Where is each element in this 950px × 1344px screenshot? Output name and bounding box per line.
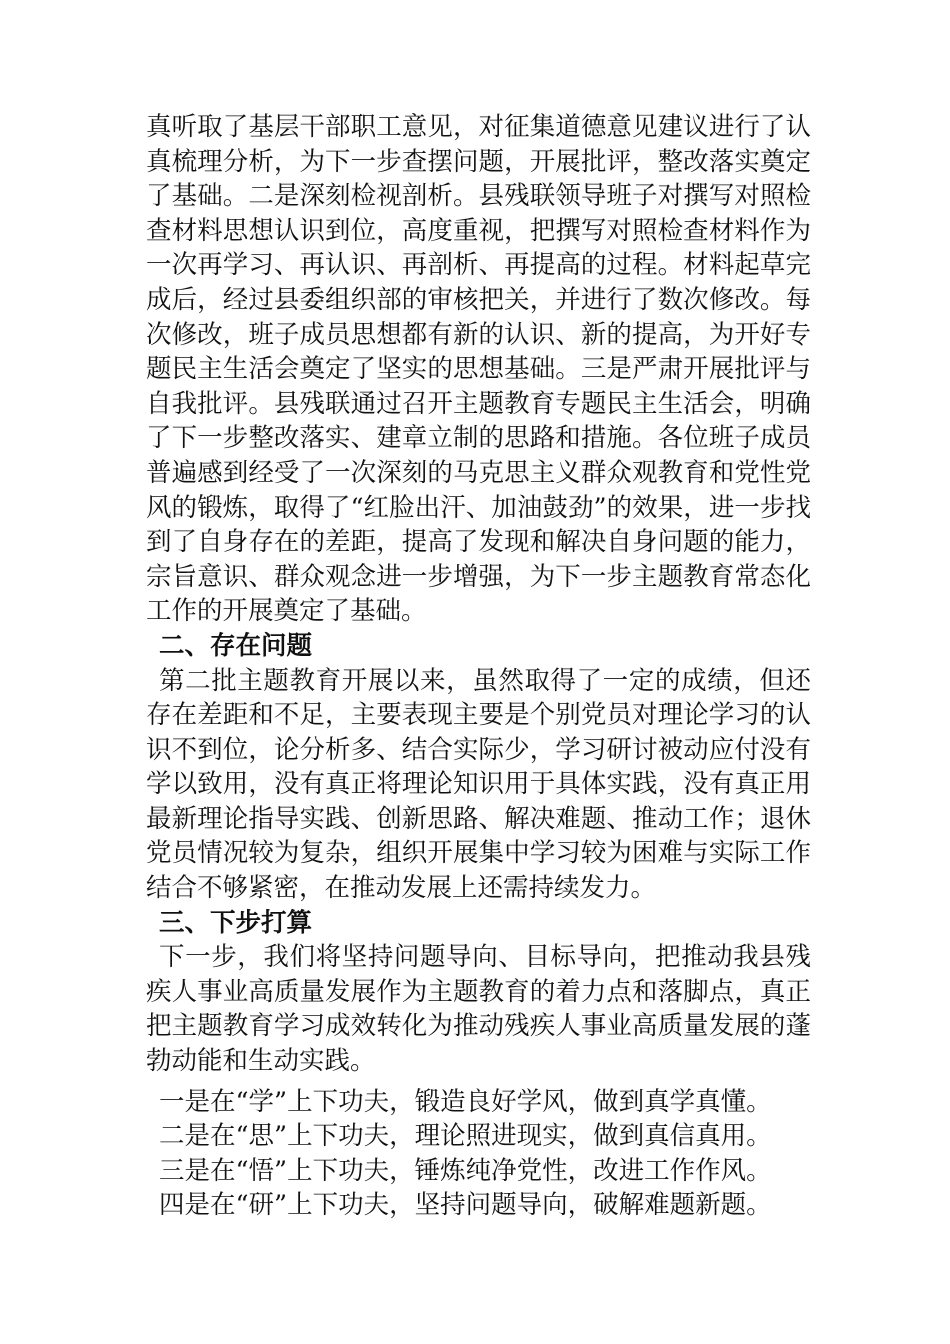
next-steps-paragraph: 下一步，我们将坚持问题导向、目标导向，把推动我县残疾人事业高质量发展作为主题教育的着力点和落脚点，真正把主题教育学习成效转化为推动残疾人事业高质量发展的蓬勃动能和生动实践。 (146, 942, 811, 1077)
list-item: 二是在“思”上下功夫，理论照进现实，做到真信真用。 (159, 1121, 772, 1152)
list-item: 一是在“学”上下功夫，锻造良好学风，做到真学真懂。 (159, 1086, 772, 1117)
list-item: 四是在“研”上下功夫，坚持问题导向，破解难题新题。 (159, 1190, 772, 1221)
section-heading-next-steps: 三、下步打算 (159, 907, 313, 938)
document-page (146, 110, 811, 1223)
next-steps-list (146, 1085, 811, 1223)
intro-paragraph: 真听取了基层干部职工意见，对征集道德意见建议进行了认真梳理分析，为下一步查摆问题，开展批评，整改落实奠定了基础。二是深刻检视剖析。县残联领导班子对撰写对照检查材料思想认识到位，高度重视，把撰写对照检查材料作为一次再学习、再认识、再剖析、再提高的过程。材料起草完成后，经过县委组织部的审核把关，并进行了数次修改。每次修改，班子成员思想都有新的认识、新的提高，为开好专题民主生活会奠定了坚实的思想基础。三是严肃开展批评与自我批评。县残联通过召开主题教育专题民主生活会，明确了下一步整改落实、建章立制的思路和措施。各位班子成员普遍感到经受了一次深刻的马克思主义群众观教育和党性党风的锻炼，取得了“红脸出汗、加油鼓劲”的效果，进一步找到了自身存在的差距，提高了发现和解决自身问题的能力，宗旨意识、群众观念进一步增强，为下一步主题教育常态化工作的开展奠定了基础。 (146, 112, 811, 627)
list-item: 三是在“悟”上下功夫，锤炼纯净党性，改进工作作风。 (159, 1155, 772, 1186)
section-heading-problems: 二、存在问题 (159, 630, 313, 661)
problems-paragraph: 第二批主题教育开展以来，虽然取得了一定的成绩，但还存在差距和不足，主要表现主要是个别党员对理论学习的认识不到位，论分析多、结合实际少，学习研讨被动应付没有学以致用，没有真正将理论知识用于具体实践，没有真正用最新理论指导实践、创新思路、解决难题、推动工作；退休党员情况较为复杂，组织开展集中学习较为困难与实际工作结合不够紧密，在推动发展上还需持续发力。 (146, 665, 811, 904)
